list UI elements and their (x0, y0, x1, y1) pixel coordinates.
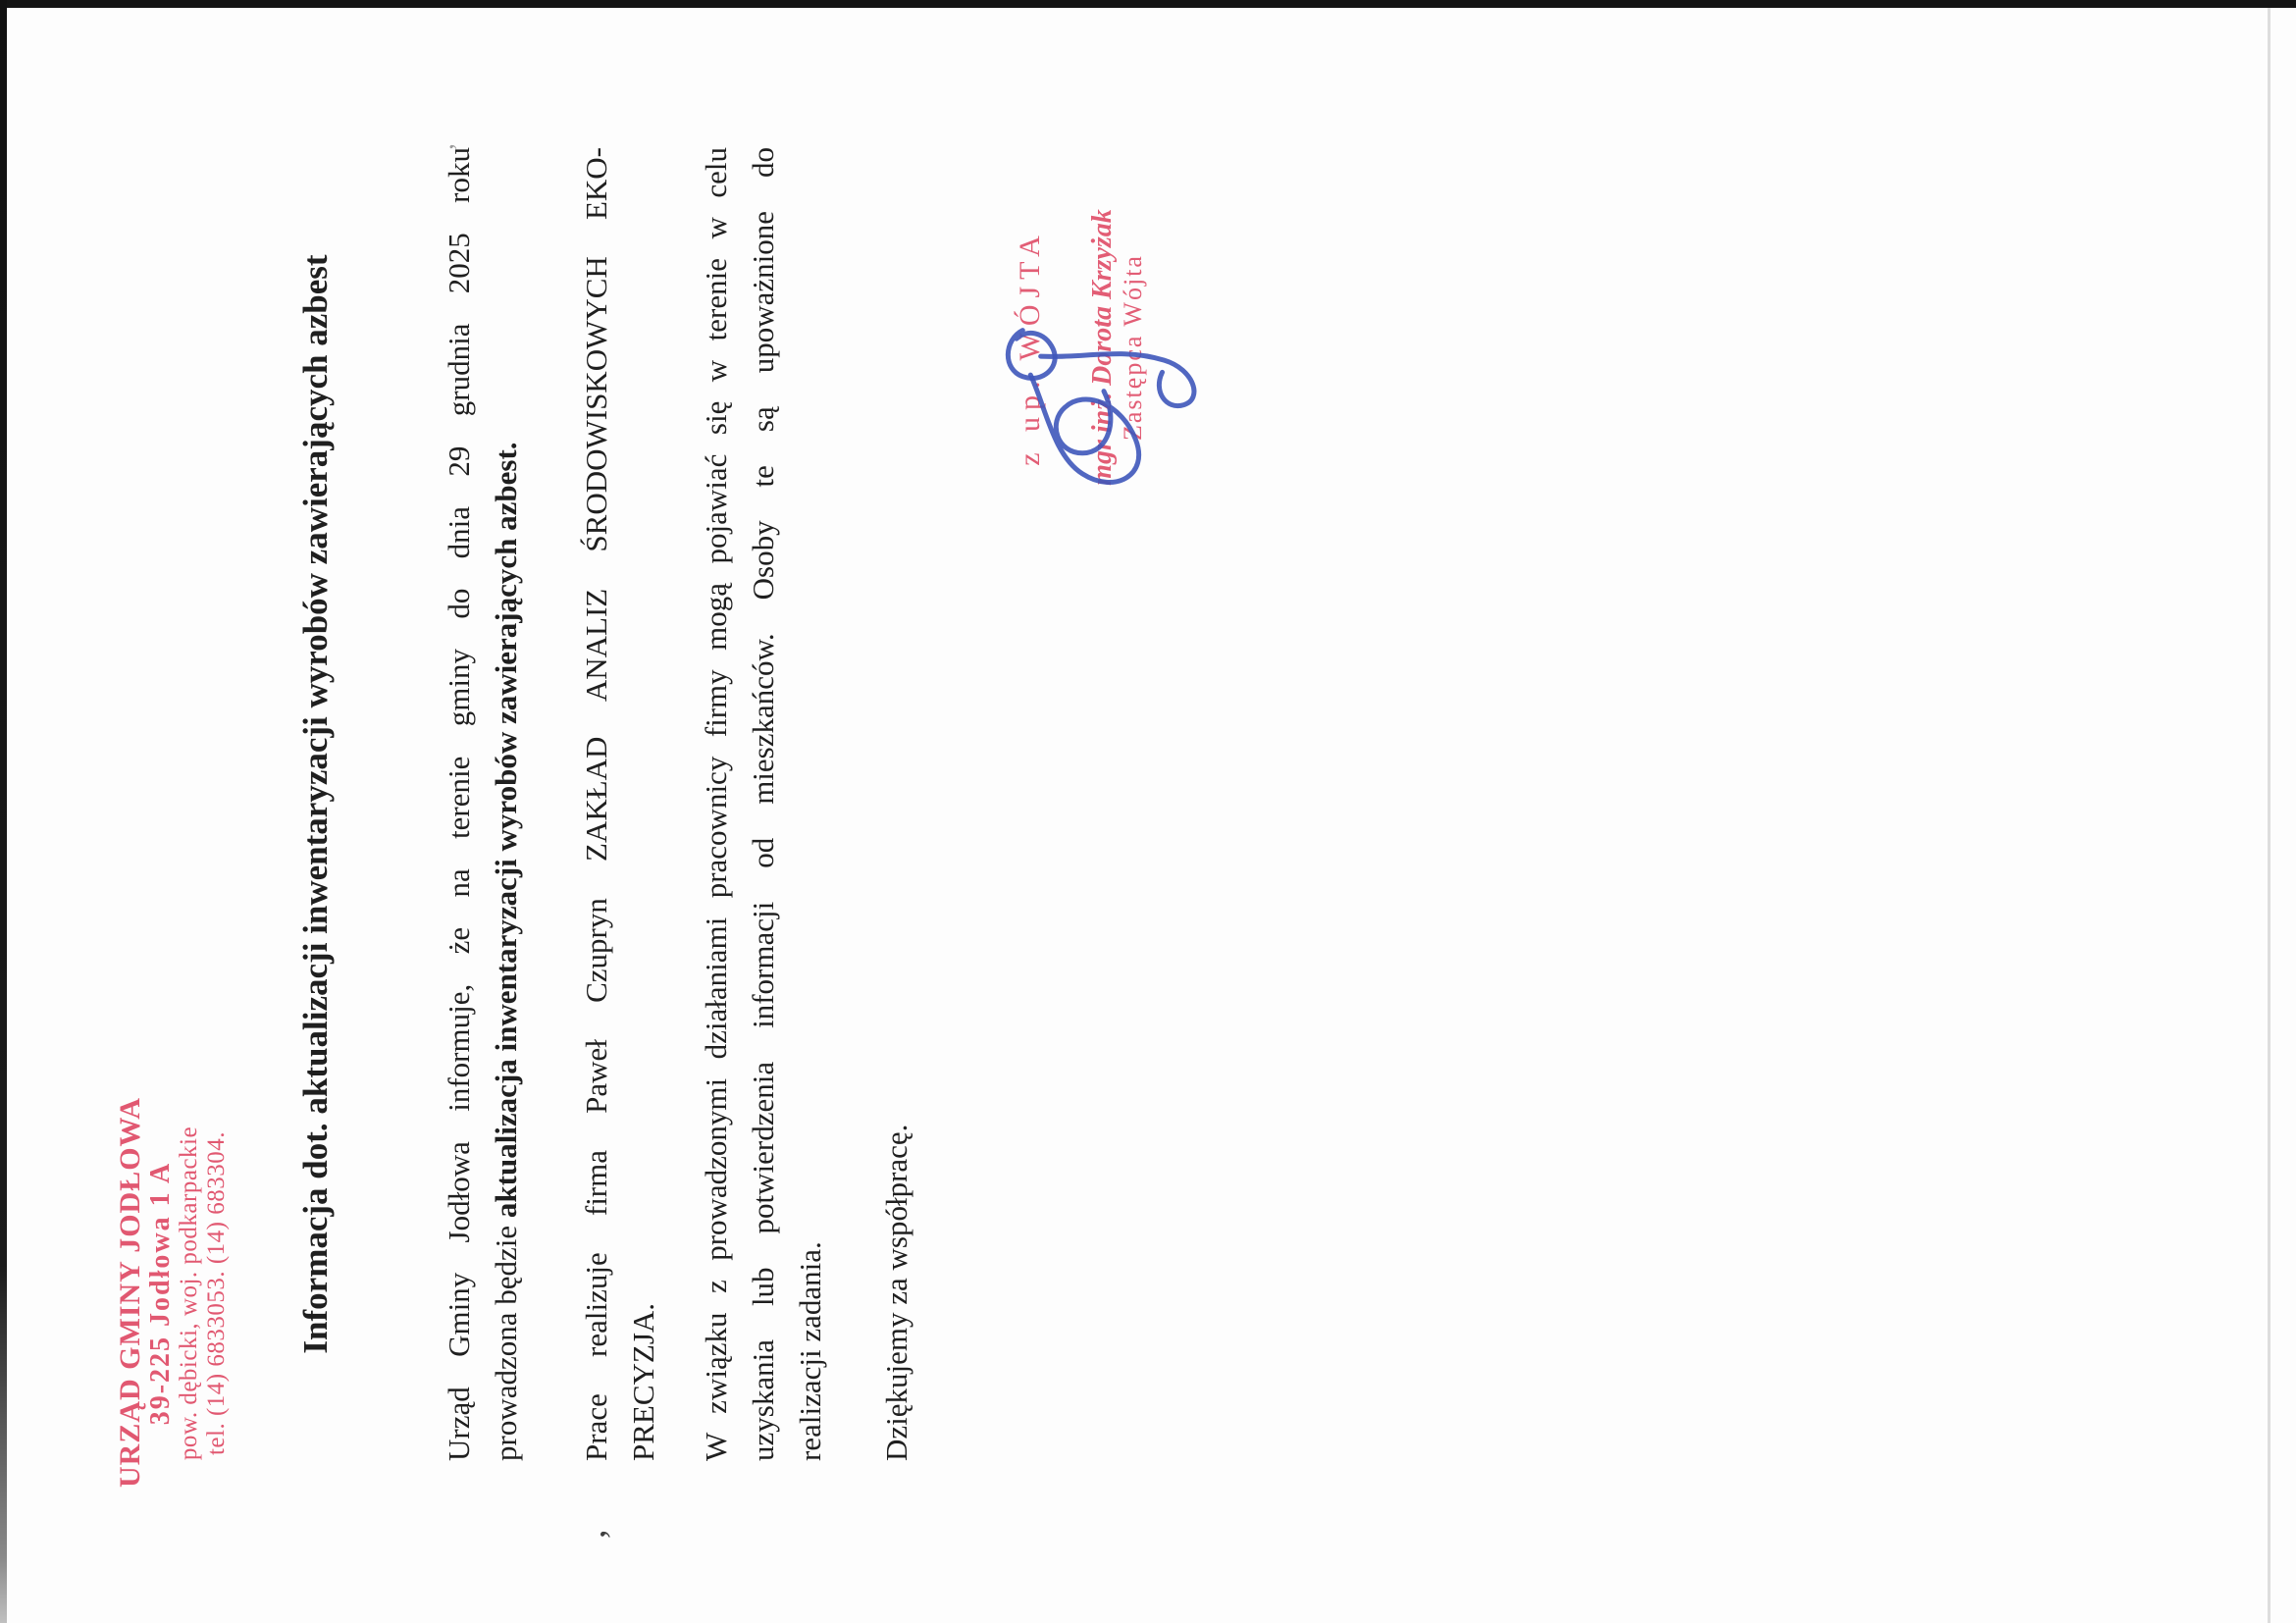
text-line (483, 147, 530, 1461)
text-run: PRECYZJA. (626, 1302, 660, 1461)
text-line (693, 147, 740, 1461)
document-title: Informacja dot. aktualizacji inwentaryzacji wyrobów zawierających azbest (296, 254, 335, 1354)
scan-edge-left (0, 0, 7, 1623)
scan-speck: ‚ (430, 142, 458, 151)
signature-name-line: mgr inż. Dorota Krzyżak (1087, 209, 1118, 486)
scan-page-edge-shadow (2268, 0, 2270, 1623)
text-line (573, 147, 620, 1461)
handwritten-margin-mark: , (572, 1529, 613, 1539)
paragraph (693, 147, 834, 1461)
sender-stamp-line: tel. (14) 6833053. (14) 683304. (203, 1130, 230, 1456)
scan-edge-top (0, 0, 2296, 8)
signature-authority-line: z up. WÓJTA (1014, 229, 1046, 466)
text-run: Dziękujemy za współpracę. (879, 1124, 913, 1461)
handwritten-signature-ink (978, 213, 1219, 525)
text-line (620, 147, 667, 1461)
text-line (787, 147, 834, 1461)
sender-stamp-line: URZĄD GMINY JODŁOWA (114, 1097, 146, 1488)
text-run: Urząd Gminy Jodłowa informuje, że na terenie gminy do dnia 29 grudnia 2025 roku (442, 147, 476, 1461)
text-run: W związku z prowadzonymi działaniami pracownicy firmy mogą pojawiać się w terenie w celu (699, 147, 733, 1461)
text-run: uzyskania lub potwierdzenia informacji od mieszkańców. Osoby te są upoważnione do (746, 147, 780, 1461)
sender-stamp-line: pow. dębicki, woj. podkarpackie (176, 1126, 202, 1461)
text-line (740, 147, 787, 1461)
bold-text-run: aktualizacja inwentaryzacji wyrobów zawierających azbest. (489, 442, 523, 1219)
sender-address-stamp (114, 1099, 231, 1488)
text-line (436, 147, 483, 1461)
paragraph (573, 147, 667, 1461)
text-line (873, 147, 920, 1461)
paragraph (436, 147, 530, 1461)
text-run: realizacji zadania. (793, 1241, 827, 1461)
text-run: Prace realizuje firma Paweł Czupryn ZAKŁAD ANALIZ ŚRODOWISKOWYCH EKO- (579, 147, 613, 1461)
text-run: prowadzona będzie (489, 1218, 523, 1461)
sender-stamp-line: 39-225 Jodłowa 1 A (145, 1161, 176, 1426)
body-paragraphs (436, 147, 920, 1461)
paragraph (873, 147, 920, 1461)
signature-role-line: Zastępca Wójta (1119, 254, 1147, 441)
